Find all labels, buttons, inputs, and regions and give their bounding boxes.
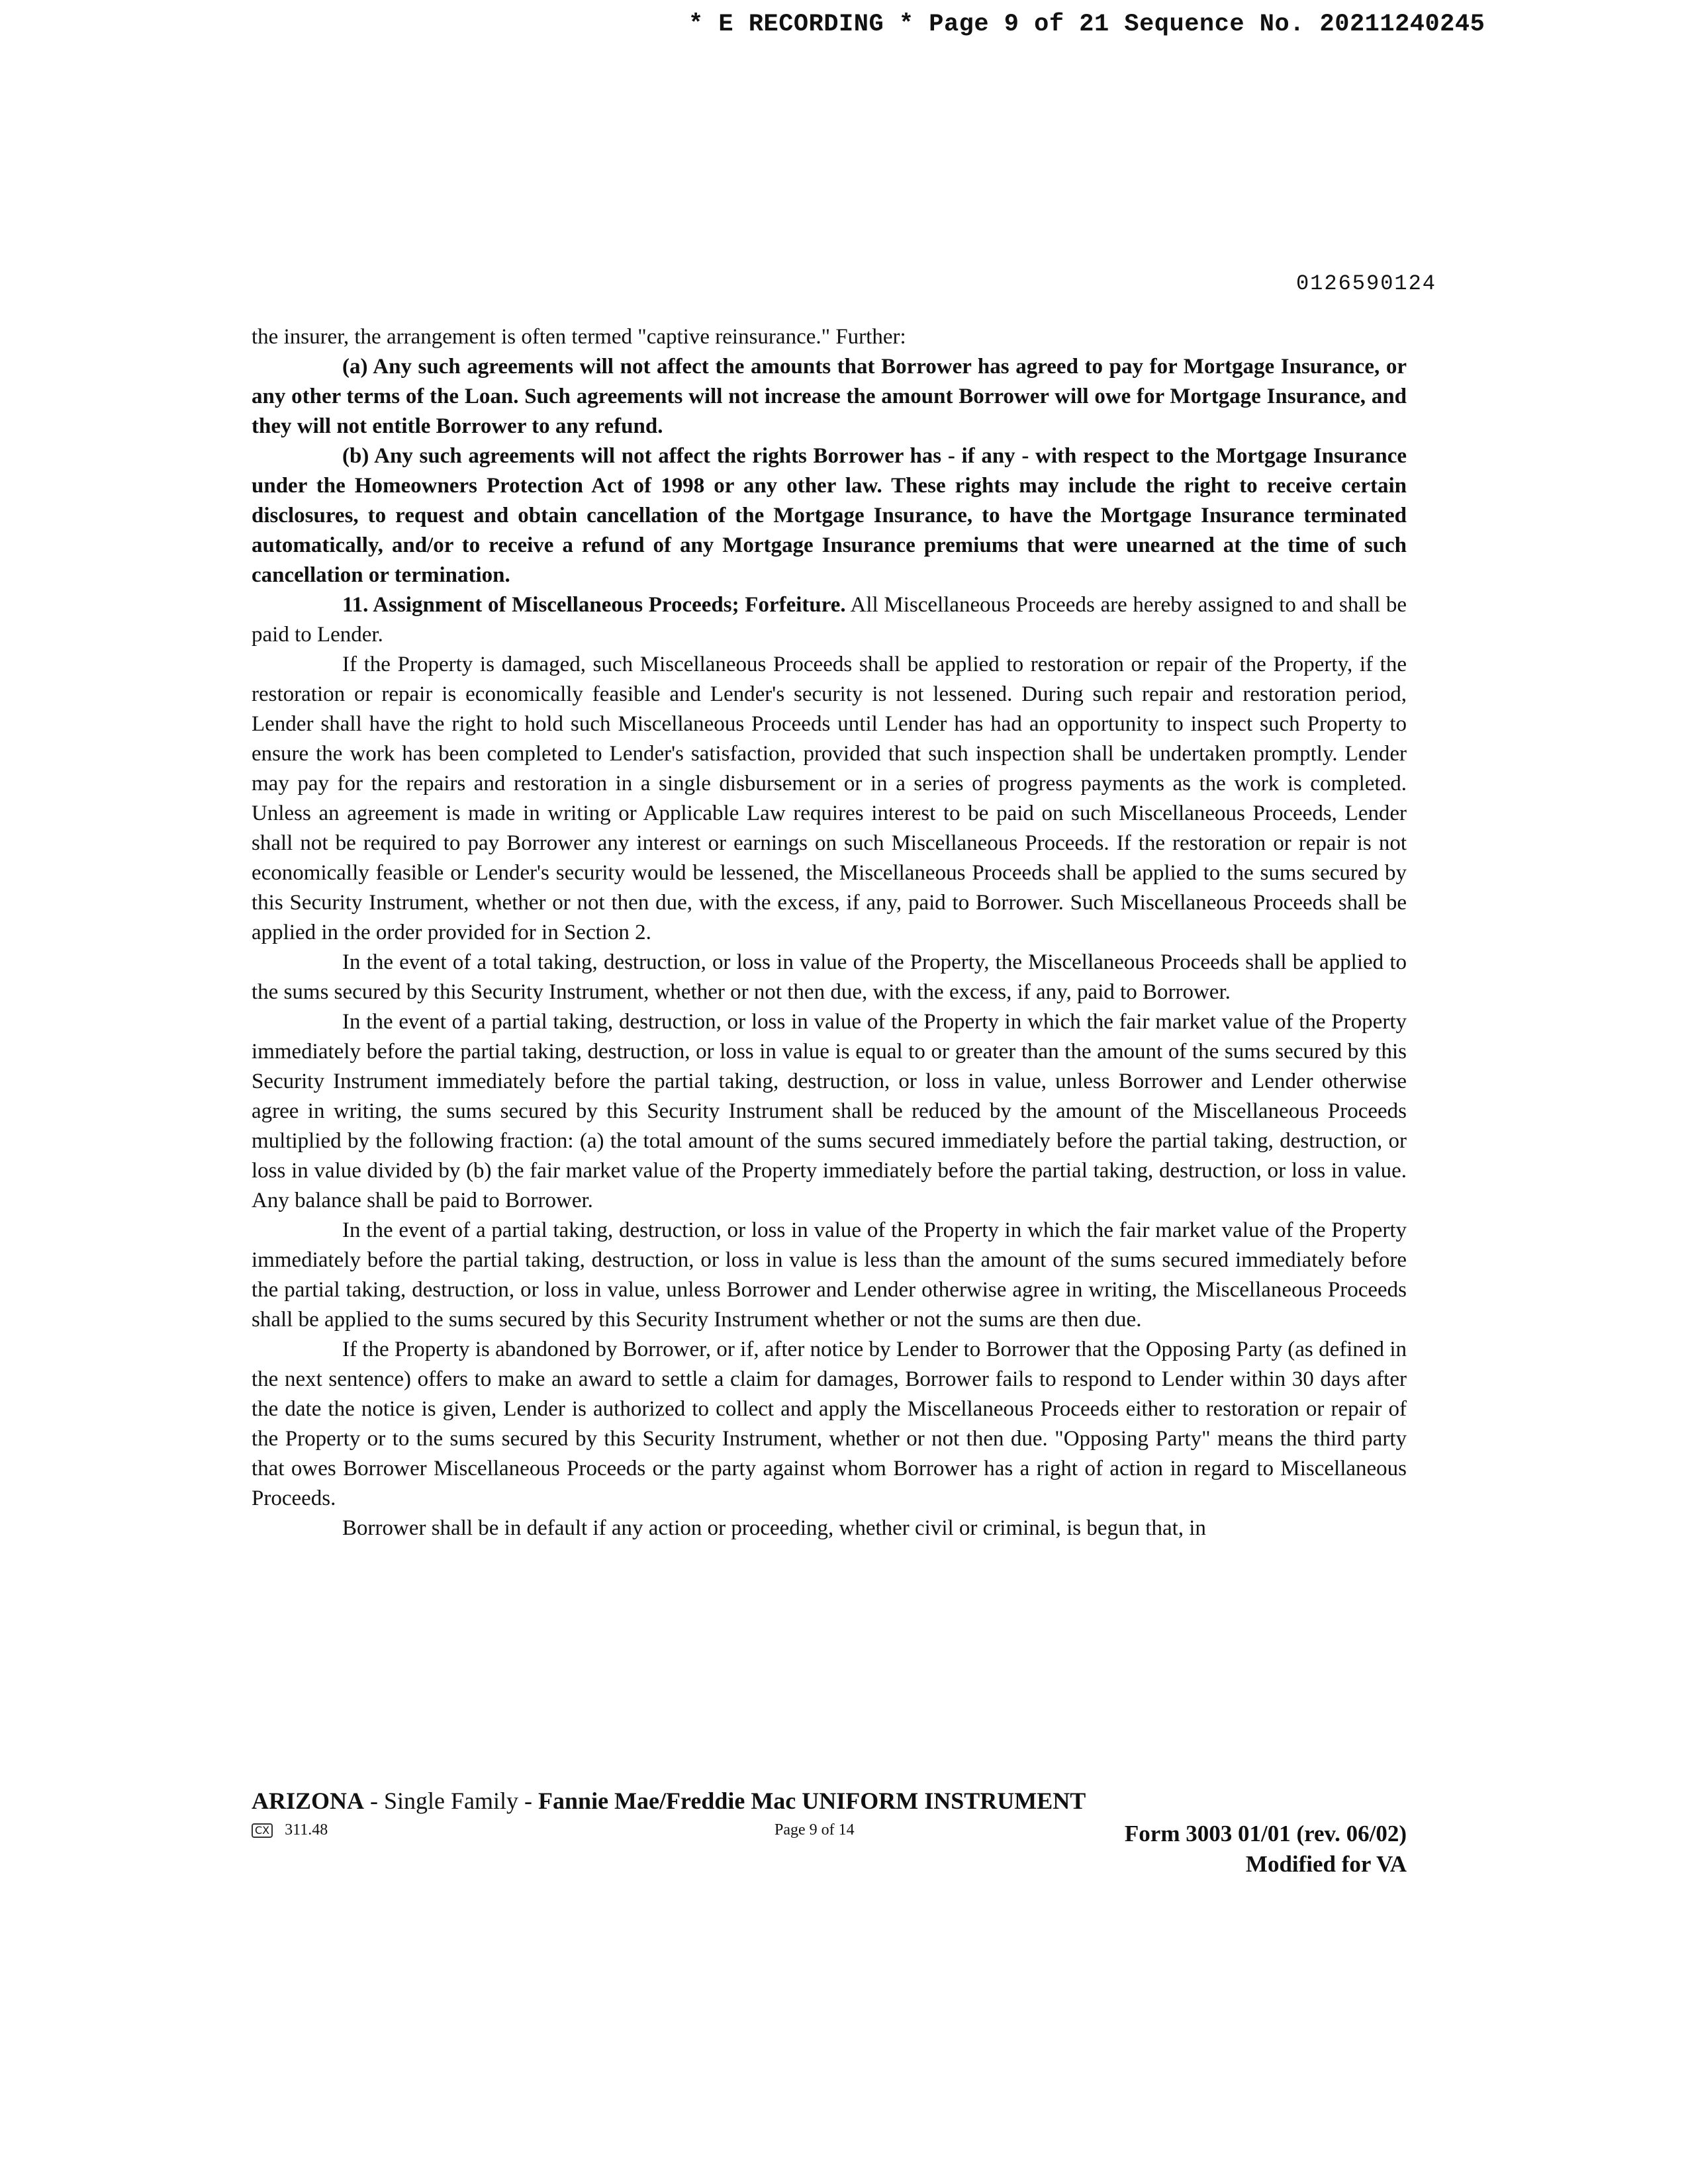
paragraph-captive-reinsurance: the insurer, the arrangement is often termed "captive reinsurance." Further: xyxy=(252,325,906,349)
footer-separator: - xyxy=(518,1788,539,1814)
footer-state: ARIZONA xyxy=(252,1788,365,1814)
paragraph-partial-taking-less: In the event of a partial taking, destruction, or loss in value of the Property in which the fair market value of the Property immediately before the partial taking, destruction, or loss in value is less than the amount of the sums secured immediately before the partial taking, destruction, or loss in value, unless Borrower and Lender otherwise agree in writing, the Miscellaneous Proceeds shall be applied to the sums secured by this Security Instrument whether or not the sums are then due. xyxy=(252,1218,1407,1332)
loan-number: 0126590124 xyxy=(1295,271,1436,296)
paragraph-clause-a: (a) Any such agreements will not affect the amounts that Borrower has agreed to pay for Mortgage Insurance, or any other terms of the Loan. Such agreements will not increase the amount Borrower will owe for Mortgage Insurance, and they will not entitle Borrower to any refund. xyxy=(252,355,1407,438)
form-code-text: 311.48 xyxy=(285,1821,328,1839)
recording-header: * E RECORDING * Page 9 of 21 Sequence No. 20211240245 xyxy=(688,11,1485,38)
footer-instrument: Fannie Mae/Freddie Mac UNIFORM INSTRUMENT xyxy=(538,1788,1086,1814)
document-footer xyxy=(252,1787,1407,1878)
paragraph-default: Borrower shall be in default if any action or proceeding, whether civil or criminal, is begun that, in xyxy=(342,1516,1206,1540)
section-11-text: All Miscellaneous Proceeds are hereby assigned to and shall be paid to Lender. xyxy=(252,593,1407,647)
paragraph-property-damaged: If the Property is damaged, such Miscellaneous Proceeds shall be applied to restoration or repair of the Property, if the restoration or repair is economically feasible and Lender's security is not lessened. During such repair and restoration period, Lender shall have the right to hold such Miscellaneous Proceeds until Lender has had an opportunity to inspect such Property to ensure the work has been completed to Lender's satisfaction, provided that such inspection shall be undertaken promptly. Lender may pay for the repairs and restoration in a single disbursement or in a series of progress payments as the work is completed. Unless an agreement is made in writing or Applicable Law requires interest to be paid on such Miscellaneous Proceeds, Lender shall not be required to pay Borrower any interest or earnings on such Miscellaneous Proceeds. If the restoration or repair is not economically feasible or Lender's security would be lessened, the Miscellaneous Proceeds shall be applied to the sums secured by this Security Instrument, whether or not then due, with the excess, if any, paid to Borrower. Such Miscellaneous Proceeds shall be applied in the order provided for in Section 2. xyxy=(252,653,1407,944)
modified-for-text: Modified for VA xyxy=(1245,1851,1407,1877)
footer-form-number xyxy=(1125,1819,1407,1880)
paragraph-partial-taking-greater: In the event of a partial taking, destruction, or loss in value of the Property in which the fair market value of the Property immediately before the partial taking, destruction, or loss in value is equal to or greater than the amount of the sums secured by this Security Instrument immediately before the partial taking, destruction, or loss in value, unless Borrower and Lender otherwise agree in writing, the sums secured by this Security Instrument shall be reduced by the amount of the Miscellaneous Proceeds multiplied by the following fraction: (a) the total amount of the sums secured immediately before the partial taking, destruction, or loss in value divided by (b) the fair market value of the Property immediately before the partial taking, destruction, or loss in value. Any balance shall be paid to Borrower. xyxy=(252,1010,1407,1212)
footer-property-type: Single Family xyxy=(384,1788,519,1814)
footer-page-number: Page 9 of 14 xyxy=(774,1821,855,1839)
section-11-heading: 11. Assignment of Miscellaneous Proceeds; Forfeiture. xyxy=(342,593,846,617)
footer-row xyxy=(252,1819,1407,1878)
paragraph-total-taking: In the event of a total taking, destruction, or loss in value of the Property, the Miscellaneous Proceeds shall be applied to the sums secured by this Security Instrument, whether or not then due, with the excess, if any, paid to Borrower. xyxy=(252,950,1407,1004)
paragraph-abandoned: If the Property is abandoned by Borrower, or if, after notice by Lender to Borrower that the Opposing Party (as defined in the next sentence) offers to make an award to settle a claim for damages, Borrower fails to respond to Lender within 30 days after the date the notice is given, Lender is authorized to collect and apply the Miscellaneous Proceeds either to restoration or repair of the Property or to the sums secured by this Security Instrument, whether or not then due. "Opposing Party" means the third party that owes Borrower Miscellaneous Proceeds or the party against whom Borrower has a right of action in regard to Miscellaneous Proceeds. xyxy=(252,1338,1407,1510)
document-body xyxy=(252,322,1407,1543)
publisher-logo-icon: CX xyxy=(252,1823,273,1838)
form-number-text: Form 3003 01/01 (rev. 06/02) xyxy=(1124,1821,1407,1846)
paragraph-section-11 xyxy=(252,590,1407,650)
footer-instrument-line xyxy=(252,1787,1407,1815)
footer-separator: - xyxy=(364,1788,385,1814)
paragraph-clause-b: (b) Any such agreements will not affect the rights Borrower has - if any - with respect to the Mortgage Insurance under the Homeowners Protection Act of 1998 or any other law. These rights may include the right to receive certain disclosures, to request and obtain cancellation of the Mortgage Insurance, to have the Mortgage Insurance terminated automatically, and/or to receive a refund of any Mortgage Insurance premiums that were unearned at the time of such cancellation or termination. xyxy=(252,444,1407,587)
footer-form-code xyxy=(252,1821,328,1839)
